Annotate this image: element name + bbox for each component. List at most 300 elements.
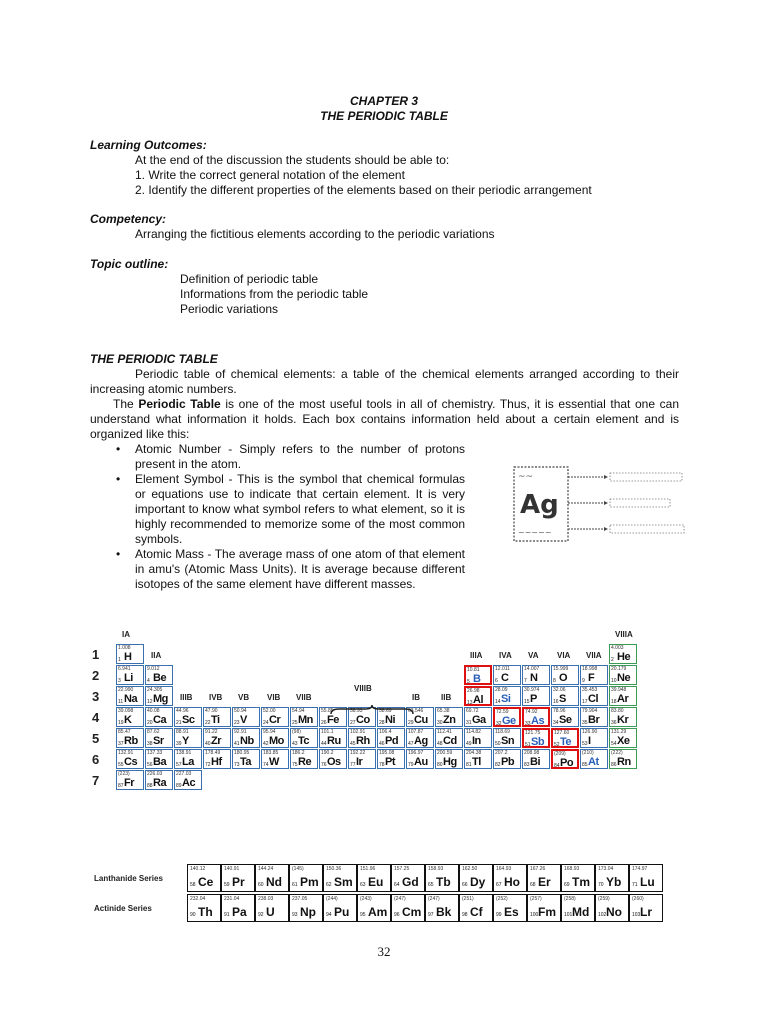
atomic-number: 20 <box>147 720 153 726</box>
atomic-mass: 10.81 <box>467 667 480 673</box>
element-symbol: Pa <box>232 905 247 919</box>
element-cell-cm <box>391 894 425 922</box>
atomic-number: 55 <box>118 762 124 768</box>
atomic-number: 45 <box>350 741 356 747</box>
atomic-mass: 78.96 <box>553 708 566 714</box>
element-symbol: Pu <box>334 905 350 919</box>
atomic-number: 39 <box>176 741 182 747</box>
element-symbol: Mg <box>153 693 168 705</box>
element-symbol: Sm <box>334 875 353 889</box>
page-number: 32 <box>377 944 391 959</box>
element-symbol: Tb <box>436 875 451 889</box>
element-cell-he <box>609 644 637 664</box>
atomic-number: 32 <box>496 721 502 727</box>
element-symbol: Te <box>560 736 572 748</box>
atomic-mass: 72.59 <box>496 709 509 715</box>
element-symbol: Gd <box>402 875 419 889</box>
element-symbol: S <box>559 693 566 705</box>
atomic-mass: 87.62 <box>147 729 160 735</box>
atomic-number: 58 <box>190 882 196 888</box>
element-cell-at <box>580 749 608 769</box>
atomic-number: 94 <box>326 912 332 918</box>
diagram-atomic-number-placeholder: ~~ <box>518 472 534 482</box>
element-symbol: Fr <box>124 777 134 789</box>
atomic-mass: (260) <box>632 896 644 902</box>
element-cell-ir <box>348 749 376 769</box>
group-label: VIIIA <box>615 630 633 639</box>
element-cell-rb <box>116 728 144 748</box>
atomic-mass: 158.93 <box>428 866 444 872</box>
element-symbol: H <box>124 651 132 663</box>
element-symbol: Au <box>414 756 428 768</box>
element-symbol: Cs <box>124 756 138 768</box>
element-cell-hf <box>203 749 231 769</box>
arrow-head <box>604 501 608 505</box>
element-cell-cs <box>116 749 144 769</box>
atomic-mass: 190.2 <box>321 750 334 756</box>
atomic-mass: 183.85 <box>263 750 279 756</box>
group-label: IIIA <box>470 651 483 660</box>
element-symbol: Sr <box>153 735 164 747</box>
atomic-number: 13 <box>467 700 473 706</box>
atomic-number: 3 <box>118 678 121 684</box>
element-cell-p <box>522 686 550 706</box>
element-cell-ba <box>145 749 173 769</box>
element-box-diagram <box>512 465 688 545</box>
learning-outcomes-heading: Learning Outcomes: <box>90 138 207 152</box>
element-symbol: N <box>530 672 538 684</box>
element-symbol: Md <box>572 905 590 919</box>
intro-bold-term: Periodic Table <box>138 397 221 411</box>
atomic-mass: 151.96 <box>360 866 376 872</box>
atomic-mass: 79.904 <box>582 708 598 714</box>
element-symbol: Zr <box>211 735 221 747</box>
element-cell-ta <box>232 749 260 769</box>
atomic-mass: 186.2 <box>292 750 305 756</box>
element-symbol: U <box>266 905 275 919</box>
learning-outcome-item: 2. Identify the different properties of the elements based on their periodic arrangement <box>135 183 592 197</box>
element-cell-zr <box>203 728 231 748</box>
element-symbol: Ni <box>385 714 395 726</box>
element-symbol: Cf <box>470 905 483 919</box>
bullet-element-symbol <box>113 472 465 547</box>
atomic-mass: 9.012 <box>147 666 160 672</box>
label-atomic-number-scribble <box>610 473 682 481</box>
atomic-number: 62 <box>326 882 332 888</box>
group-label: VB <box>238 693 250 702</box>
element-cell-si <box>493 686 521 706</box>
element-symbol: Po <box>560 757 574 769</box>
atomic-number: 60 <box>258 882 264 888</box>
bullet-atomic-number <box>113 442 465 472</box>
atomic-number: 82 <box>495 762 501 768</box>
element-cell-tm <box>561 864 595 892</box>
element-symbol: Bi <box>530 756 540 768</box>
atomic-mass: 26.98 <box>467 688 480 694</box>
competency-heading: Competency: <box>90 212 167 226</box>
atomic-mass: 195.08 <box>379 750 395 756</box>
element-cell-nd <box>255 864 289 892</box>
atomic-number: 96 <box>394 912 400 918</box>
atomic-number: 90 <box>190 912 196 918</box>
atomic-mass: 14.007 <box>524 666 540 672</box>
atomic-number: 100 <box>530 912 539 918</box>
element-symbol: Pd <box>385 735 399 747</box>
period-label: 3 <box>92 689 100 704</box>
atomic-number: 25 <box>292 720 298 726</box>
element-cell-lr <box>629 894 663 922</box>
atomic-mass: 232.04 <box>190 896 206 902</box>
atomic-mass: 69.72 <box>466 708 479 714</box>
atomic-mass: 1.008 <box>118 645 131 651</box>
atomic-number: 7 <box>524 678 527 684</box>
atomic-number: 49 <box>466 741 472 747</box>
atomic-number: 85 <box>582 762 588 768</box>
atomic-mass: (98) <box>292 729 301 735</box>
atomic-mass: 226.03 <box>147 771 163 777</box>
element-cell-ne <box>609 665 637 685</box>
atomic-number: 42 <box>263 741 269 747</box>
element-symbol: Kr <box>617 714 629 726</box>
arrow-head <box>604 527 608 531</box>
atomic-number: 22 <box>205 720 211 726</box>
element-cell-cf <box>459 894 493 922</box>
element-symbol: I <box>588 735 591 747</box>
atomic-mass: 6.941 <box>118 666 131 672</box>
group-label: VIB <box>267 693 281 702</box>
atomic-mass: 173.04 <box>598 866 614 872</box>
atomic-number: 54 <box>611 741 617 747</box>
atomic-mass: (252) <box>496 896 508 902</box>
element-symbol: Tm <box>572 875 590 889</box>
element-cell-au <box>406 749 434 769</box>
atomic-mass: (251) <box>462 896 474 902</box>
atomic-number: 71 <box>632 882 638 888</box>
element-symbol: Na <box>124 693 138 705</box>
atomic-mass: 118.69 <box>495 729 510 735</box>
element-cell-c <box>493 665 521 685</box>
element-symbol: Ru <box>327 735 341 747</box>
topic-outline-item: Definition of periodic table <box>180 272 319 286</box>
atomic-number: 88 <box>147 783 153 789</box>
element-symbol: Nb <box>240 735 254 747</box>
atomic-mass: 15.999 <box>553 666 569 672</box>
element-cell-hg <box>435 749 463 769</box>
atomic-number: 28 <box>379 720 385 726</box>
atomic-number: 48 <box>437 741 443 747</box>
atomic-number: 12 <box>147 699 153 705</box>
atomic-mass: 140.91 <box>224 866 240 872</box>
element-symbol: Cr <box>269 714 281 726</box>
element-cell-po <box>551 749 579 769</box>
atomic-number: 15 <box>524 699 530 705</box>
element-symbol: Ga <box>472 714 486 726</box>
element-symbol: Sc <box>182 714 195 726</box>
atomic-number: 95 <box>360 912 366 918</box>
arrow-head <box>604 475 608 479</box>
atomic-mass: 83.80 <box>611 708 624 714</box>
element-cell-am <box>357 894 391 922</box>
element-symbol: Lr <box>640 905 652 919</box>
atomic-number: 17 <box>582 699 588 705</box>
element-cell-pa <box>221 894 255 922</box>
atomic-mass: 237.05 <box>292 896 308 902</box>
intro-prefix: The <box>113 397 139 411</box>
group-label: IA <box>122 630 130 639</box>
atomic-mass: 127.60 <box>554 730 570 736</box>
element-cell-er <box>527 864 561 892</box>
atomic-mass: 204.38 <box>466 750 482 756</box>
group-label: IIIB <box>180 693 193 702</box>
element-symbol: C <box>501 672 509 684</box>
atomic-number: 18 <box>611 699 617 705</box>
element-symbol: Xe <box>617 735 630 747</box>
bullet-text: Atomic Number - Simply refers to the number of protons present in the atom. <box>135 442 465 471</box>
atomic-number: 40 <box>205 741 211 747</box>
element-cell-np <box>289 894 323 922</box>
element-symbol: Tc <box>298 735 310 747</box>
atomic-number: 38 <box>147 741 153 747</box>
group-label: VIIA <box>586 651 602 660</box>
atomic-number: 67 <box>496 882 502 888</box>
element-symbol: B <box>473 673 481 685</box>
section-heading: THE PERIODIC TABLE <box>90 352 218 366</box>
element-symbol: Br <box>588 714 600 726</box>
element-cell-fr <box>116 770 144 790</box>
element-symbol: W <box>269 756 279 768</box>
element-cell-br <box>580 707 608 727</box>
definition-paragraph: Periodic table of chemical elements: a table of the chemical elements arranged according to their increasing atomic numbers. <box>90 367 679 396</box>
atomic-number: 99 <box>496 912 502 918</box>
element-cell-pt <box>377 749 405 769</box>
atomic-mass: 85.47 <box>118 729 131 735</box>
atomic-number: 63 <box>360 882 366 888</box>
atomic-mass: 162.50 <box>462 866 478 872</box>
atomic-number: 14 <box>495 699 501 705</box>
atomic-mass: 231.04 <box>224 896 240 902</box>
atomic-mass: 58.69 <box>379 708 392 714</box>
atomic-number: 2 <box>611 657 614 663</box>
atomic-number: 35 <box>582 720 588 726</box>
atomic-mass: (222) <box>611 750 623 756</box>
atomic-mass: 63.546 <box>408 708 424 714</box>
element-symbol: Ti <box>211 714 220 726</box>
chapter-title: THE PERIODIC TABLE <box>320 109 448 123</box>
element-cell-pm <box>289 864 323 892</box>
atomic-number: 27 <box>350 720 356 726</box>
atomic-number: 43 <box>292 741 298 747</box>
atomic-number: 59 <box>224 882 230 888</box>
group-label: IB <box>412 693 420 702</box>
element-cell-na <box>116 686 144 706</box>
atomic-number: 75 <box>292 762 298 768</box>
atomic-mass: 164.93 <box>496 866 512 872</box>
element-symbol: Ce <box>198 875 214 889</box>
atomic-number: 36 <box>611 720 617 726</box>
atomic-number: 34 <box>553 720 559 726</box>
atomic-mass: 227.03 <box>176 771 192 777</box>
atomic-number: 47 <box>408 741 414 747</box>
atomic-number: 44 <box>321 741 327 747</box>
atomic-mass: 88.91 <box>176 729 189 735</box>
element-cell-no <box>595 894 629 922</box>
element-symbol: Os <box>327 756 341 768</box>
group-label: IIB <box>441 693 452 702</box>
element-symbol: Ar <box>617 693 629 705</box>
element-cell-ga <box>464 707 492 727</box>
element-cell-w <box>261 749 289 769</box>
atomic-number: 92 <box>258 912 264 918</box>
topic-outline-heading: Topic outline: <box>90 257 169 271</box>
element-cell-mo <box>261 728 289 748</box>
atomic-mass: 54.94 <box>292 708 305 714</box>
element-symbol: Ir <box>356 756 363 768</box>
element-symbol: Fe <box>327 714 339 726</box>
atomic-number: 87 <box>118 783 124 789</box>
element-cell-as <box>522 707 550 727</box>
element-cell-os <box>319 749 347 769</box>
element-symbol: Th <box>198 905 213 919</box>
atomic-mass: (247) <box>428 896 440 902</box>
atomic-number: 73 <box>234 762 240 768</box>
element-symbol: Pt <box>385 756 395 768</box>
element-symbol: Co <box>356 714 370 726</box>
element-symbol: As <box>531 715 545 727</box>
chapter-label: CHAPTER 3 <box>349 94 418 108</box>
atomic-mass: 92.91 <box>234 729 247 735</box>
element-cell-ra <box>145 770 173 790</box>
group-label: IIA <box>151 651 162 660</box>
element-cell-b <box>464 665 492 685</box>
element-symbol: Ra <box>153 777 167 789</box>
atomic-number: 69 <box>564 882 570 888</box>
element-cell-ru <box>319 728 347 748</box>
atomic-number: 41 <box>234 741 240 747</box>
atomic-number: 19 <box>118 720 124 726</box>
atomic-number: 30 <box>437 720 443 726</box>
atomic-mass: 114.82 <box>466 729 481 735</box>
atomic-number: 10 <box>611 678 617 684</box>
atomic-mass: 137.33 <box>147 750 163 756</box>
atomic-mass: 132.91 <box>118 750 134 756</box>
element-symbol: Ag <box>414 735 428 747</box>
atomic-number: 23 <box>234 720 240 726</box>
atomic-mass: (145) <box>292 866 304 872</box>
element-cell-lu <box>629 864 663 892</box>
atomic-number: 37 <box>118 741 124 747</box>
intro-rest: is one of the most useful tools in all of chemistry. Thus, it is essential that one can understand what information it holds. Each box contains information held about a certain element and is organized like this: <box>90 397 680 441</box>
element-cell-ce <box>187 864 221 892</box>
element-symbol: Er <box>538 875 551 889</box>
element-cell-xe <box>609 728 637 748</box>
element-symbol: Ca <box>153 714 167 726</box>
atomic-number: 46 <box>379 741 385 747</box>
atomic-number: 53 <box>582 741 588 747</box>
element-symbol: Dy <box>470 875 486 889</box>
atomic-mass: 102.91 <box>350 729 366 735</box>
element-symbol: Es <box>504 905 519 919</box>
diagram-mass-placeholder: ~~~~~ <box>518 528 552 537</box>
atomic-number: 76 <box>321 762 327 768</box>
element-cell-yb <box>595 864 629 892</box>
bullet-marker: • <box>116 547 121 561</box>
atomic-number: 33 <box>525 721 531 727</box>
element-cell-dy <box>459 864 493 892</box>
atomic-number: 29 <box>408 720 414 726</box>
element-symbol: F <box>588 672 595 684</box>
atomic-mass: 95.94 <box>263 729 276 735</box>
atomic-mass: 208.98 <box>524 750 540 756</box>
atomic-mass: (244) <box>326 896 338 902</box>
element-symbol: Be <box>153 672 167 684</box>
atomic-number: 4 <box>147 678 150 684</box>
competency-text: Arranging the fictitious elements according to the periodic variations <box>135 227 495 241</box>
element-symbol: Se <box>559 714 572 726</box>
atomic-mass: (257) <box>530 896 542 902</box>
learning-outcomes-intro: At the end of the discussion the students should be able to: <box>135 153 450 167</box>
label-symbol-scribble <box>610 499 670 507</box>
element-cell-rn <box>609 749 637 769</box>
atomic-number: 1 <box>118 657 121 663</box>
element-symbol: Rb <box>124 735 138 747</box>
atomic-mass: (258) <box>564 896 576 902</box>
element-cell-zn <box>435 707 463 727</box>
element-cell-be <box>145 665 173 685</box>
atomic-mass: 12.011 <box>495 666 510 672</box>
atomic-number: 24 <box>263 720 269 726</box>
atomic-mass: 138.91 <box>176 750 192 756</box>
periodic-table <box>88 626 672 840</box>
element-symbol: Nd <box>266 875 282 889</box>
element-cell-cd <box>435 728 463 748</box>
atomic-mass: 52.00 <box>263 708 276 714</box>
element-cell-es <box>493 894 527 922</box>
group-label: VA <box>528 651 539 660</box>
element-symbol: He <box>617 651 631 663</box>
atomic-mass: 167.26 <box>530 866 546 872</box>
atomic-number: 101 <box>564 912 573 918</box>
element-cell-tc <box>290 728 318 748</box>
element-symbol: Np <box>300 905 316 919</box>
element-symbol: Cl <box>588 693 598 705</box>
element-cell-pd <box>377 728 405 748</box>
atomic-number: 64 <box>394 882 400 888</box>
period-label: 2 <box>92 668 100 683</box>
atomic-number: 103 <box>632 912 641 918</box>
element-symbol: O <box>559 672 568 684</box>
atomic-number: 68 <box>530 882 536 888</box>
atomic-mass: 47.90 <box>205 708 218 714</box>
lanthanides-series-label: Lanthanide Series <box>94 874 163 883</box>
element-cell-k <box>116 707 144 727</box>
element-cell-fm <box>527 894 561 922</box>
atomic-mass: 20.179 <box>611 666 627 672</box>
atomic-number: 70 <box>598 882 604 888</box>
element-cell-gd <box>391 864 425 892</box>
element-cell-ac <box>174 770 202 790</box>
element-cell-ca <box>145 707 173 727</box>
element-cell-f <box>580 665 608 685</box>
element-symbol: La <box>182 756 194 768</box>
element-cell-md <box>561 894 595 922</box>
atomic-number: 26 <box>321 720 327 726</box>
element-symbol: Sb <box>531 736 545 748</box>
atomic-number: 81 <box>466 762 472 768</box>
element-symbol: Sn <box>501 735 515 747</box>
atomic-mass: 39.948 <box>611 687 627 693</box>
element-symbol: Cm <box>402 905 422 919</box>
atomic-mass: (210) <box>582 750 594 756</box>
